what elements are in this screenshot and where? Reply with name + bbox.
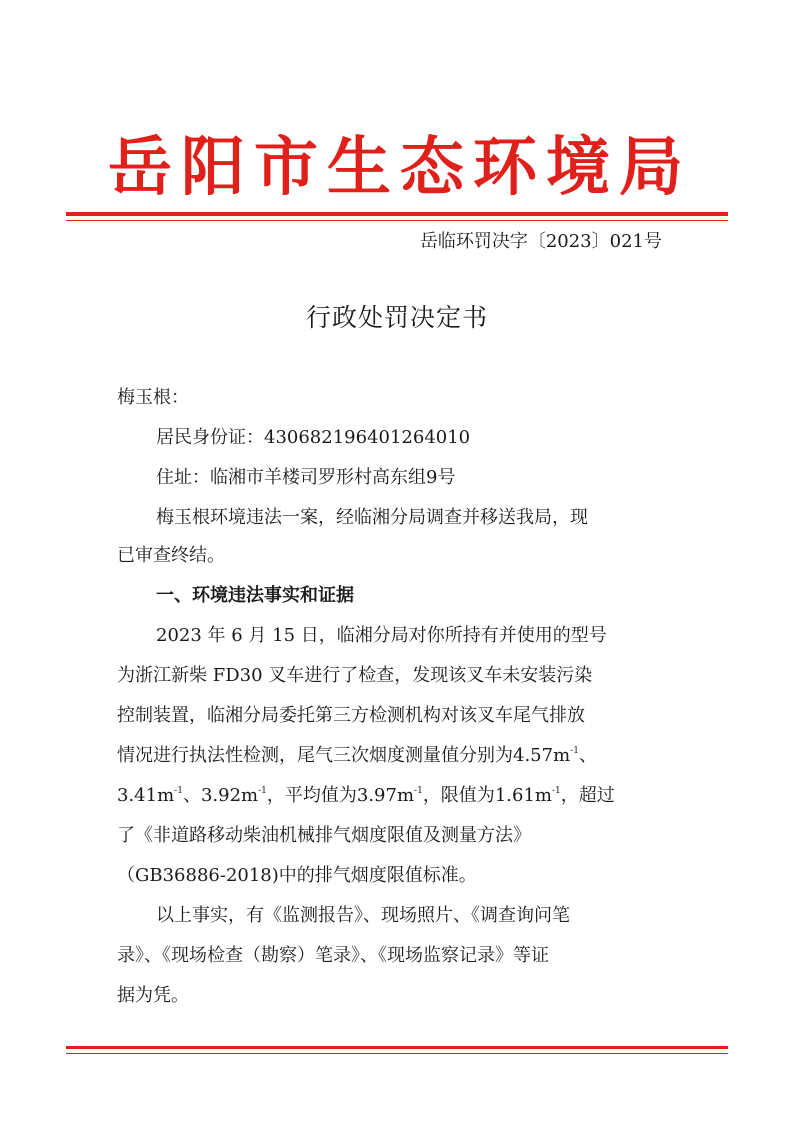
- address-line: [156, 464, 455, 492]
- facts-line-4-text: 情况进行执法性检测，尾气三次烟度测量值分别为: [117, 745, 513, 766]
- footer-rule-top: [66, 1046, 728, 1049]
- unit-power: -1: [551, 786, 561, 796]
- facts-line-4: [117, 742, 597, 770]
- smoke-reading-1: 4.57m: [513, 745, 571, 766]
- facts-line-1: 2023 年 6 月 15 日，临湘分局对你所持有并使用的型号: [156, 625, 607, 646]
- smoke-reading-3: 3.92m: [200, 785, 259, 806]
- addressee: 梅玉根：: [117, 387, 189, 408]
- limit-label: ，限值为: [422, 785, 495, 806]
- section-heading-facts: 一、环境违法事实和证据: [156, 585, 354, 606]
- smoke-reading-2: 3.41m: [117, 785, 175, 806]
- unit-power: -1: [414, 786, 423, 796]
- unit-power: -1: [174, 786, 183, 796]
- unit-power: -1: [258, 786, 267, 796]
- header-rule-thick: [66, 212, 728, 216]
- facts-line-3: 控制装置，临湘分局委托第三方检测机构对该叉车尾气排放: [117, 705, 585, 726]
- evidence-line-2: 录》、《现场检查（勘察）笔录》、《现场监察记录》等证: [117, 945, 549, 966]
- facts-line-2: 为浙江新柴 FD30 叉车进行了检查，发现该叉车未安装污染: [117, 665, 593, 686]
- header-rule-thin: [66, 220, 728, 221]
- address-value: 临湘市羊楼司罗形村高东组9号: [210, 467, 456, 488]
- id-number: 430682196401264010: [264, 427, 471, 448]
- facts-line-6: 了《非道路移动柴油机械排气烟度限值及测量方法》: [117, 825, 531, 846]
- exceed-text: ，超过: [560, 785, 615, 806]
- document-title: 行政处罚决定书: [305, 303, 488, 332]
- intro-line-2: 已审查终结。: [117, 545, 225, 566]
- smoke-average: 3.97m: [356, 785, 415, 806]
- separator: 、: [182, 785, 201, 806]
- separator: 、: [578, 745, 597, 766]
- average-label: ，平均值为: [266, 785, 357, 806]
- address-label: 住址：: [156, 467, 210, 488]
- evidence-line-1: 以上事实，有《监测报告》、现场照片、《调查询问笔: [156, 905, 570, 926]
- facts-line-5: [117, 782, 615, 810]
- document-number: 岳临环罚决字〔2023〕021号: [419, 231, 662, 252]
- issuing-authority-title: 岳阳市生态环境局: [108, 131, 692, 205]
- footer-rule-bottom: [66, 1053, 728, 1054]
- smoke-limit: 1.61m: [494, 785, 552, 806]
- evidence-line-3: 据为凭。: [117, 985, 189, 1006]
- id-line: [156, 424, 470, 452]
- intro-line-1: 梅玉根环境违法一案，经临湘分局调查并移送我局，现: [156, 507, 588, 528]
- facts-line-7: （GB36886-2018)中的排气烟度限值标准。: [117, 865, 477, 886]
- unit-power: -1: [570, 746, 579, 756]
- id-label: 居民身份证：: [156, 427, 264, 448]
